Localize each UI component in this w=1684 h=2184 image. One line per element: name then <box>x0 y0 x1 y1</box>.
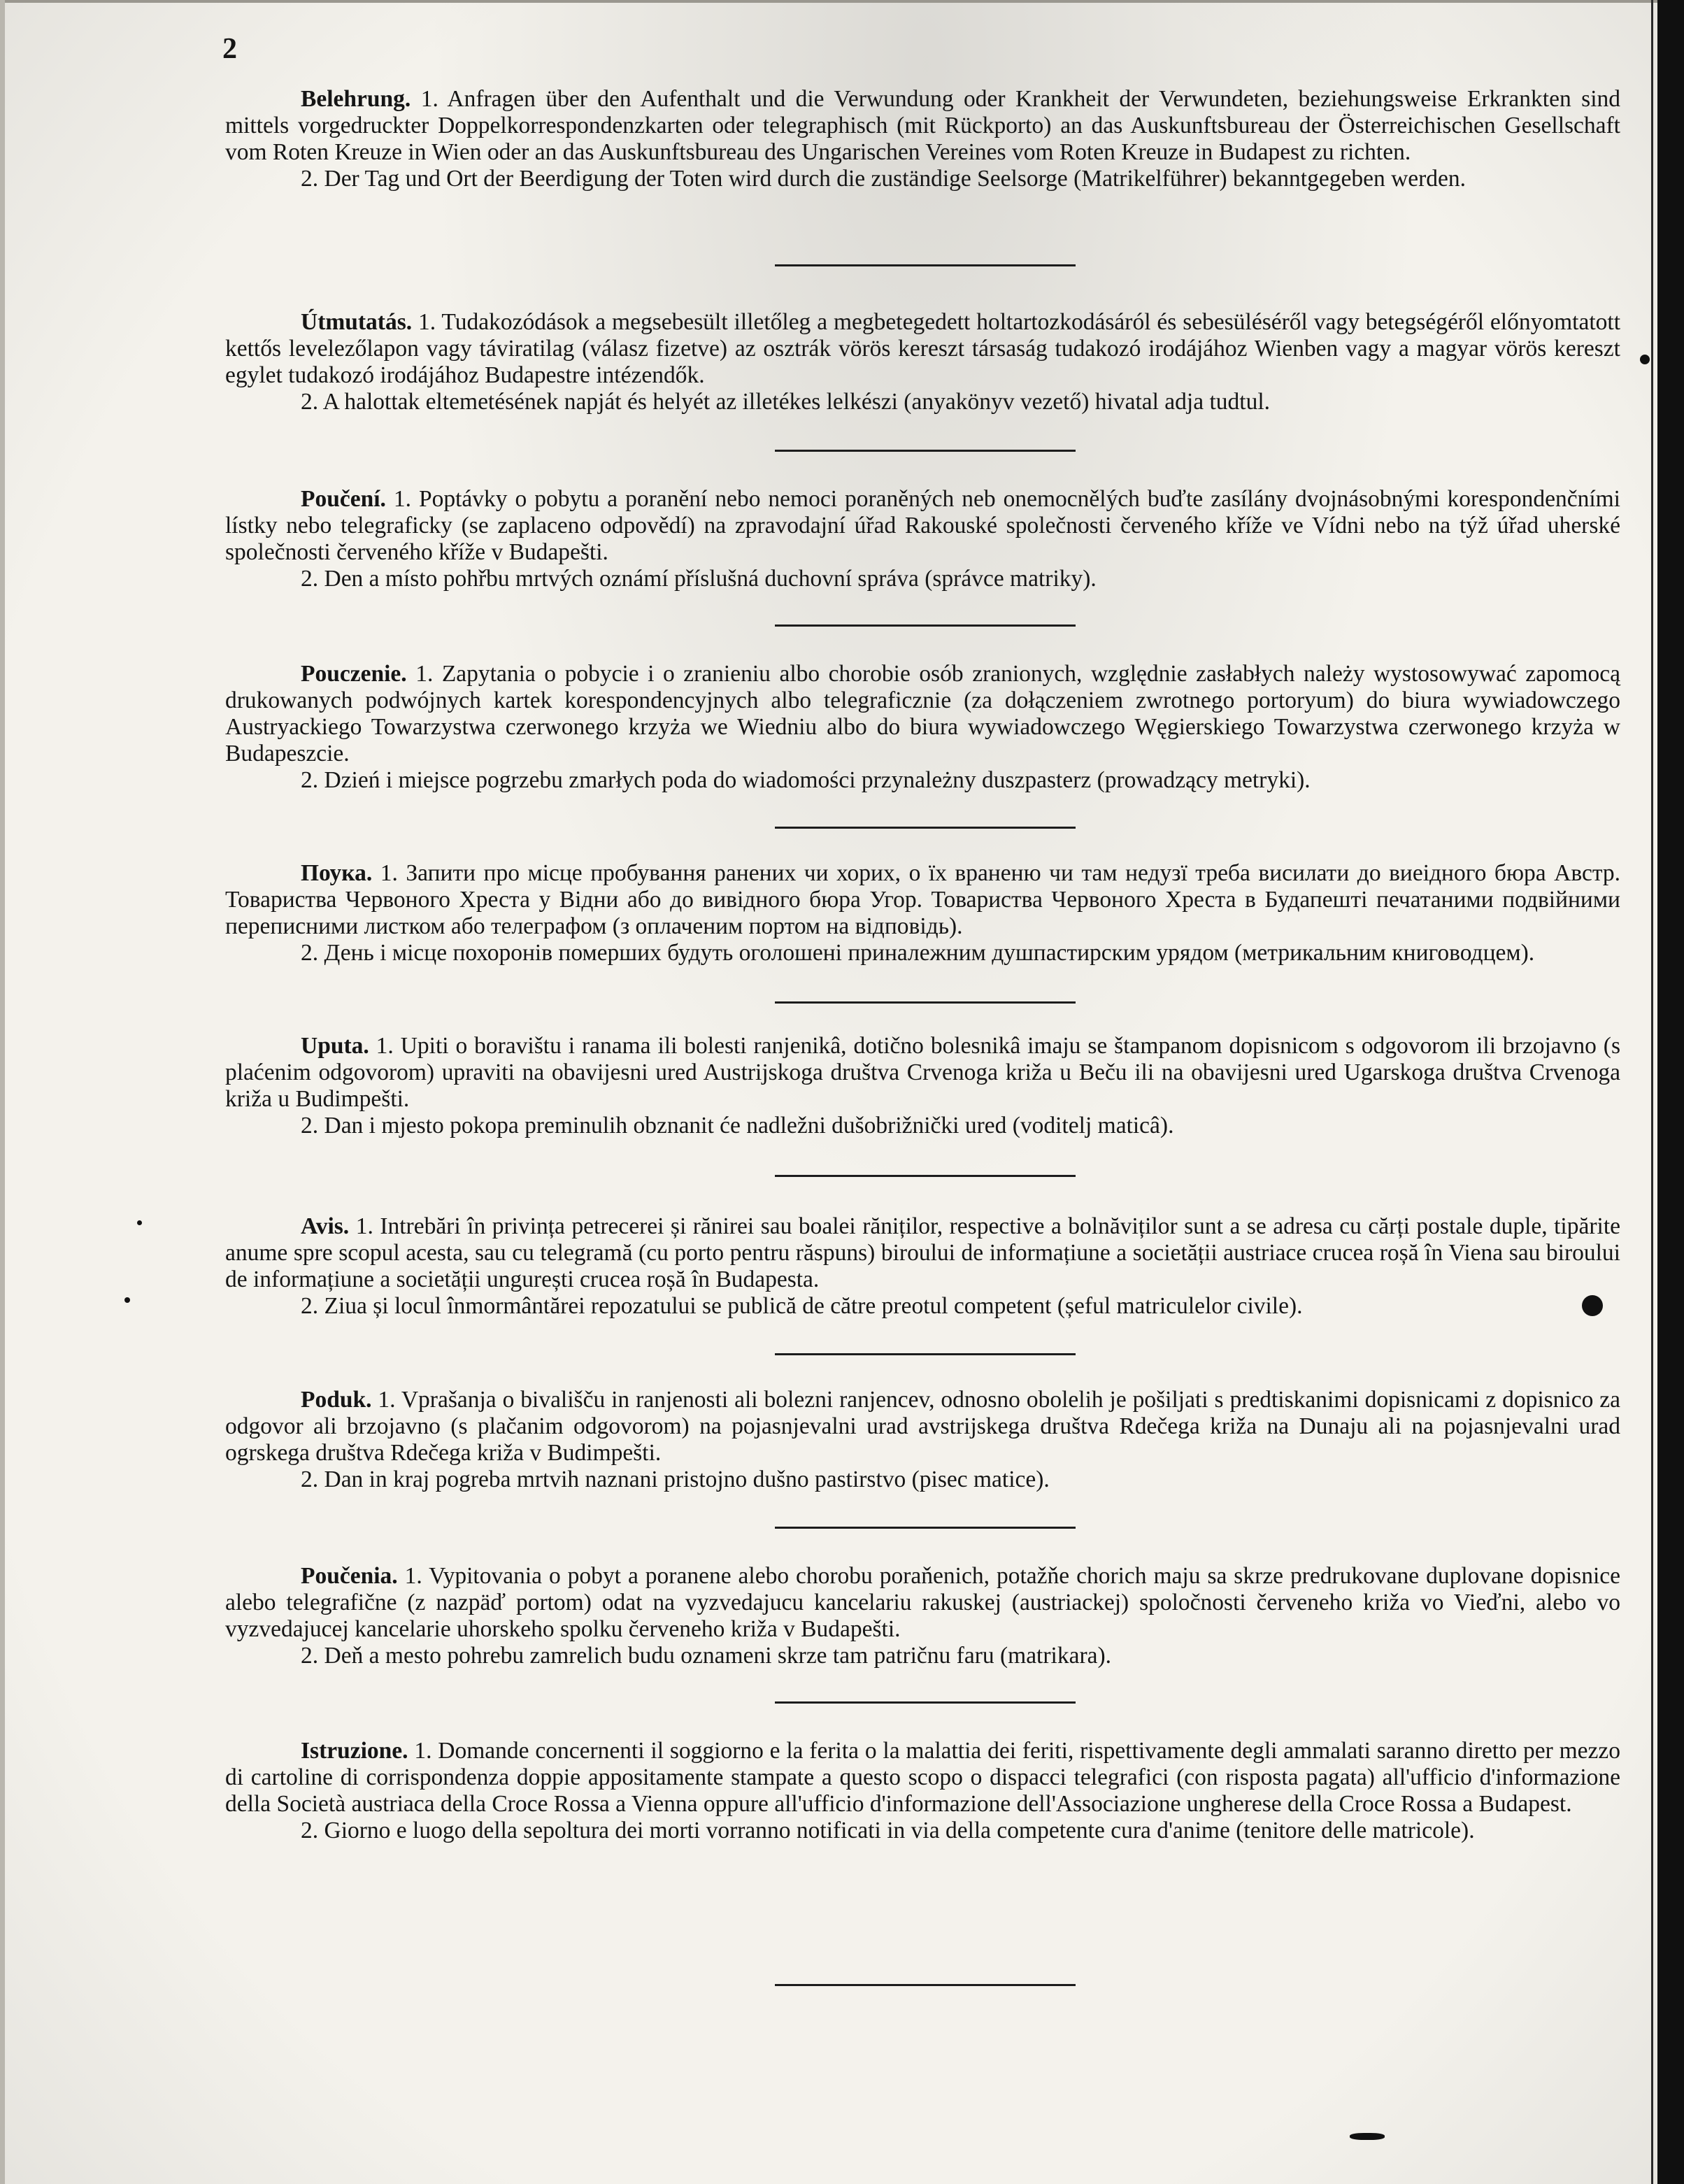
separator-rule <box>775 1701 1076 1704</box>
section-item-2: 2. Deň a mesto pohrebu zamrelich budu oznameni skrze tam patričnu faru (matrikara). <box>301 1643 1112 1669</box>
section-heading: Útmutatás. <box>301 309 413 335</box>
section-heading: Belehrung. <box>301 86 411 112</box>
separator-rule <box>775 827 1076 829</box>
separator-rule <box>775 450 1076 452</box>
section-item-1 <box>225 1563 1620 1643</box>
section-czech <box>225 486 1620 592</box>
ink-smudge <box>1350 2133 1385 2140</box>
page-edge-left <box>0 0 5 2184</box>
section-item-2: 2. Giorno e luogo della sepoltura dei morti vorranno notificati in via della competente cura d'anime (tenitore delle matricole). <box>301 1818 1475 1843</box>
separator-rule <box>775 1353 1076 1355</box>
section-item-1-text: 1. Anfragen über den Aufenthalt und die Verwundung oder Krankheit der Verwundeten, beziehungsweise Erkrankten sind mittels vorgedruckter Doppelkorrespondenzkarten oder telegraphisch (mit Rückporto) an das Auskunftsbureau der Österreichischen Gesellschaft vom Roten Kreuze in Wien oder an das Auskunftsbureau des Ungarischen Vereines vom Roten Kreuze in Budapest zu richten. <box>225 86 1620 165</box>
section-item-1-text: 1. Запити про місце пробування ранених чи хорих, о їх враненю чи там недузї треба висилати до виeiдного бюра Австр. Товариства Червоного Хреста у Відни або до вивiдного бюра Угор. Товариства Червоного Хреста в Будапешті печатаними подвійними переписними листком або телеграфом (з оплаченим портом на відповідь). <box>225 860 1620 939</box>
section-item-1 <box>225 1738 1620 1818</box>
section-croatian <box>225 1033 1620 1139</box>
section-item-2: 2. Ziua și locul înmormântărei repozatului se publică de către preotul competent (șeful matriculelor civile). <box>301 1293 1303 1319</box>
separator-rule <box>775 1984 1076 1986</box>
section-item-1 <box>225 309 1620 389</box>
section-polish <box>225 661 1620 794</box>
section-heading: Поука. <box>301 860 373 886</box>
section-item-1-text: 1. Upiti o boravištu i ranama ili bolesti ranjenikâ, dotično bolesnikâ imaju se štampanom dopisnicom s odgovorom ili brzojavno (s plaćenim odgovorom) upraviti na obavijesni ured Austrijskoga društva Crvenoga križa u Beču ili na obavijesni ured Ugarskoga društva Crvenoga križa u Budimpešti. <box>225 1033 1620 1112</box>
section-item-1-text: 1. Vypitovania o pobyt a poranene alebo chorobu poraňenich, potažňe chorich maju sa skrze predrukovane duplovane dopisnice alebo telegrafične (z nazpäď portom) odat na vyzvedajucu kancelariu rakuskej (austriackej) spoločnosti červeneho križa vo Vieďni, alebo vo vyzvedajucej kancelarie uhorskeho spolku červeneho križa v Budapešti. <box>225 1563 1620 1642</box>
section-heading: Avis. <box>301 1213 350 1239</box>
separator-rule <box>775 1527 1076 1529</box>
separator-rule <box>775 1001 1076 1004</box>
section-item-2: 2. A halottak eltemetésének napját és helyét az illetékes lelkészi (anyakönyv vezető) hivatal adja tudtul. <box>301 389 1271 415</box>
section-item-1 <box>225 1033 1620 1113</box>
separator-rule <box>775 624 1076 627</box>
section-item-1 <box>225 1387 1620 1466</box>
ink-speck <box>137 1220 142 1225</box>
section-item-1 <box>225 1213 1620 1293</box>
section-romanian <box>225 1213 1620 1320</box>
section-heading: Poučenia. <box>301 1563 398 1589</box>
section-item-1-text: 1. Vprašanja o bivališču in ranjenosti ali bolezni ranjencev, odnosno obolelih je pošiljati s predtiskanimi dopisnicami z dopisnico za odgovor ali brzojavno (s plačanim odgovorom) na pojasnjevalni urad avstrijskega društva Rdečega križa na Dunaju ali na pojasnjevalni urad ogrskega društva Rdečega križa v Budimpešti. <box>225 1387 1621 1466</box>
section-item-2: 2. Dan i mjesto pokopa preminulih obznanit će nadležni dušobrižnički ured (voditelj maticâ). <box>301 1113 1174 1139</box>
section-item-1-text: 1. Intrebări în privința petrecerei și rănirei sau boalei răniților, respective a bolnăviților sunt a se adresa cu cărți postale duple, tipărite anume spre scopul acesta, sau cu telegramă (cu porto pentru răspuns) biroului de informațiune a societății austriace crucea roșă în Viena sau biroului de informațiune a societății ungurești crucea roșă în Budapesta. <box>225 1213 1621 1292</box>
section-item-1-text: 1. Poptávky o pobytu a poranění nebo nemoci poraněných neb onemocnělých buďte zasílány dvojnásobnými korespondenčními lístky nebo telegraficky (se zaplaceno odpovědí) na zpravodajní úřad Rakouské společnosti červeného kříže ve Vídni nebo na týž úřad uherské společnosti červeného kříže v Budapešti. <box>225 486 1620 565</box>
page-edge-right-line <box>1651 0 1653 2184</box>
section-item-1-text: 1. Zapytania o pobycie i o zranieniu albo chorobie osób zranionych, względnie zasłabłych należy wystosowywać zapomocą drukowanych podwójnych kartek korespondencyjnych albo telegraficznie (za dołączeniem zwrotnego portoryum) do biura wywiadowczego Austryackiego Towarzystwa czerwonego krzyża we Wiedniu albo do biura wywiadowczego Węgierskiego Towarzystwa czerwonego krzyża w Budapeszcie. <box>225 661 1621 766</box>
section-item-1 <box>225 860 1620 940</box>
section-german <box>225 86 1620 192</box>
section-item-1 <box>225 486 1620 566</box>
section-italian <box>225 1738 1620 1844</box>
section-item-1-text: 1. Domande concernenti il soggiorno e la ferita o la malattia dei feriti, rispettivamente degli ammalati saranno diretto per mezzo di cartoline di corrispondenza doppie appositamente stampate a questo scopo o dispacci telegrafici (con risposta pagata) all'ufficio d'informazione della Società austriaca della Croce Rossa a Vienna oppure all'ufficio d'informazione dell'Associazione ungherese della Croce Rossa a Budapest. <box>225 1738 1620 1817</box>
section-item-2: 2. Der Tag und Ort der Beerdigung der Toten wird durch die zuständige Seelsorge (Matrikelführer) bekanntgegeben werden. <box>301 166 1467 192</box>
section-item-2: 2. Dan in kraj pogreba mrtvih naznani pristojno dušno pastirstvo (pisec matice). <box>301 1466 1050 1492</box>
section-item-2: 2. Dzień i miejsce pogrzebu zmarłych poda do wiadomości przynależny duszpasterz (prowadzący metryki). <box>301 767 1311 793</box>
page-edge-right <box>1657 0 1684 2184</box>
section-heading: Poučení. <box>301 486 386 512</box>
page-number: 2 <box>222 33 237 65</box>
section-heading: Istruzione. <box>301 1738 408 1764</box>
ink-speck <box>124 1297 130 1303</box>
section-item-1 <box>225 661 1620 767</box>
section-slovak <box>225 1563 1620 1669</box>
section-slovene <box>225 1387 1620 1493</box>
page-edge-top <box>0 0 1684 3</box>
section-item-2: 2. День і місце похоронів померших будуть оголошені приналежним душпастирским урядом (метрикальним книговодцем). <box>301 940 1535 966</box>
section-heading: Uputa. <box>301 1033 369 1059</box>
section-heading: Pouczenie. <box>301 661 407 687</box>
section-heading: Poduk. <box>301 1387 372 1413</box>
separator-rule <box>775 1175 1076 1177</box>
section-item-2: 2. Den a místo pohřbu mrtvých oznámí příslušná duchovní správa (správce matriky). <box>301 566 1097 592</box>
section-item-1 <box>225 86 1620 166</box>
section-item-1-text: 1. Tudakozódások a megsebesült illetőleg a megbetegedett holtartozkodásáról és sebesüléséről vagy betegségéről előnyomtatott kettős levelezőlapon vagy táviratilag (válasz fizetve) az osztrák vörös kereszt társaság tudakozó irodájához Wienben vagy a magyar vörös kereszt egylet tudakozó irodájához Budapestre intézendők. <box>225 309 1621 388</box>
ink-speck <box>1640 355 1650 364</box>
section-ukrainian <box>225 860 1620 966</box>
section-hungarian <box>225 309 1620 415</box>
separator-rule <box>775 264 1076 266</box>
ink-blot <box>1582 1295 1603 1316</box>
